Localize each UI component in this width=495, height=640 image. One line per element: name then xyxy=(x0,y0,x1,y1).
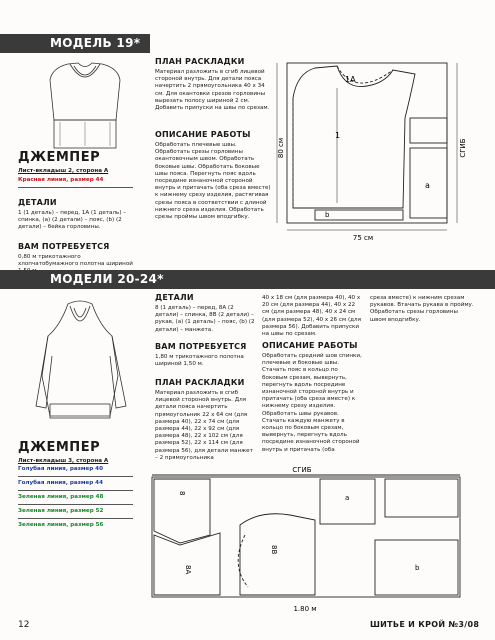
model-20-24-work-text: Обработать средний шов спинки, плечевые и боковые швы. Стачать пояс в кольцо по боковым срезам, вывернуть, перегнуть вдоль посредине изнаночной стороной внутрь и притачать (оба среза вместе) к нижнему срезу изделия. Обработать швы рукавов. Стачать каждую манжету в кольцо по боковым срезам, вывернуть, перегнуть вдоль посредине изнаночной стороной внутрь и притачать (оба xyxy=(262,353,362,453)
layout-diagram-model-19 xyxy=(275,58,480,248)
label-8b: 8В xyxy=(270,545,278,555)
divider xyxy=(18,518,133,519)
model-20-24-work-text-cont: среза вместе) к нижним срезам рукавов. Втачать рукава в пройму. Обработать срезы горловины швом вподгибку. xyxy=(370,295,474,323)
divider xyxy=(18,504,133,505)
label-width: 75 см xyxy=(352,234,374,242)
model-20-24-sheet: Лист-вкладыш 3, сторона А xyxy=(18,458,109,464)
label-1a: 1А xyxy=(345,75,356,84)
model-20-24-parts-heading: ДЕТАЛИ xyxy=(155,293,194,302)
model-19-work-heading: ОПИСАНИЕ РАБОТЫ xyxy=(155,130,251,139)
size-line-2: Голубая линия, размер 44 xyxy=(18,480,103,486)
model-19-sheet: Лист-вкладыш 2, сторона А xyxy=(18,168,109,174)
section-header-model-19: МОДЕЛЬ 19* xyxy=(0,34,150,53)
label-fold: СГИБ xyxy=(292,466,312,474)
model-19-work-text: Обработать плечевые швы. Обработать срезы горловины окантовочным швом. Обработать боковые швы. Обработать боковые швы пояса. Перегнуть пояс вдоль посредине изнаночной стороной внутрь и притачать (оба среза вместе) к нижнему срезу изделия, растягивая срезы пояса в соответствии с длиной нижнего среза изделия. Обработать срезы проймы швом вподгибку. xyxy=(155,142,271,221)
model-19-need-heading: ВАМ ПОТРЕБУЕТСЯ xyxy=(18,242,110,251)
size-line-3: Зеленая линия, размер 48 xyxy=(18,494,104,500)
model-20-24-layout-text: Материал разложить в сгиб лицевой стороной внутрь. Для детали пояса начертить прямоугольник 22 х 64 см (для размера 40), 22 х 74 см (для размера 44), 22 х 92 см (для размера 48), 22 х 102 см (для размера 52), 22 х 114 см (для размера 56), для детали манжет – 2 прямоугольника xyxy=(155,390,253,461)
magazine-title: ШИТЬЕ И КРОЙ №3/08 xyxy=(370,620,480,629)
model-20-24-need-text: 1,80 м трикотажного полотна шириной 1,50 м. xyxy=(155,354,244,368)
label-8a: 8А xyxy=(184,565,192,575)
model-20-24-work-heading: ОПИСАНИЕ РАБОТЫ xyxy=(262,341,358,350)
size-line-1: Голубая линия, размер 40 xyxy=(18,466,103,472)
label-a: a xyxy=(345,494,350,502)
label-b: b xyxy=(415,564,420,572)
model-19-need-text: 0,80 м трикотажного хлопчатобумажного полотна шириной xyxy=(18,254,133,268)
model-19-parts-text: 1 (1 деталь) – перед, 1А (1 деталь) – спинка, (а) (2 детали) – пояс, (b) (2 детали) – бейка горловины. xyxy=(18,210,127,231)
size-line-5: Зеленая линия, размер 56 xyxy=(18,522,104,528)
layout-diagram-model-20-24 xyxy=(140,465,480,615)
label-height: 80 см xyxy=(277,137,285,159)
model-19-layout-heading: ПЛАН РАСКЛАДКИ xyxy=(155,57,245,66)
model-20-24-title: ДЖЕМПЕР xyxy=(18,440,101,455)
divider xyxy=(18,490,133,491)
model-20-24-need-heading: ВАМ ПОТРЕБУЕТСЯ xyxy=(155,342,247,351)
model-19-title: ДЖЕМПЕР xyxy=(18,150,101,165)
label-a: a xyxy=(425,181,430,190)
size-line-4: Зеленая линия, размер 52 xyxy=(18,508,104,514)
divider xyxy=(18,476,133,477)
label-b: b xyxy=(325,211,330,219)
jumper-illustration-2 xyxy=(30,296,145,436)
label-1: 1 xyxy=(335,131,341,140)
label-width: 1.80 м xyxy=(293,605,317,613)
label-fold: СГИБ xyxy=(459,138,467,158)
model-19-parts-heading: ДЕТАЛИ xyxy=(18,198,57,207)
model-20-24-layout-heading: ПЛАН РАСКЛАДКИ xyxy=(155,378,245,387)
model-19-layout-text: Материал разложить в сгиб лицевой стороной внутрь. Для детали пояса начертить 2 прямоугольника 40 х 34 см. Для окантовки срезов горловины вырезать полосу шириной 2 см. Добавить припуски на швы по срезам. xyxy=(155,69,270,112)
divider xyxy=(18,187,133,188)
model-20-24-parts-text: 8 (1 деталь) – перед, 8А (2 детали) – спинка, 8В (2 детали) – рукав, (а) (1 деталь) – пояс, (b) (2 детали) – манжета. xyxy=(155,305,255,333)
section-header-model-20-24: МОДЕЛИ 20-24* xyxy=(0,270,495,289)
model-20-24-layout-text-cont: 40 х 18 см (для размера 40), 40 х 20 см (для размера 44), 40 х 22 см (для размера 48), 40 х 24 см (для размера 52), 40 х 26 см (для размера 56). Добавить припуски на швы по срезам. xyxy=(262,295,361,338)
jumper-illustration xyxy=(40,60,130,160)
model-19-line: Красная линия, размер 44 xyxy=(18,177,104,183)
page-number: 12 xyxy=(18,620,30,630)
label-8: 8 xyxy=(178,491,186,496)
